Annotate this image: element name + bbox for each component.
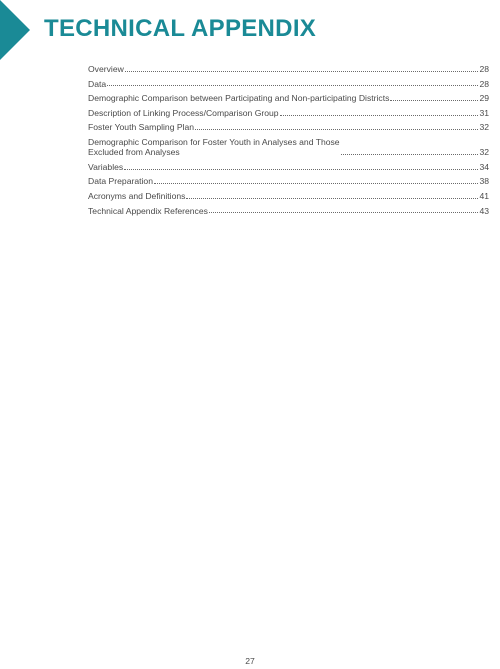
- toc-entry-data: [88, 79, 489, 89]
- toc-leader-dots: [154, 183, 478, 184]
- toc-entry-page: 28: [479, 64, 489, 74]
- page-title: TECHNICAL APPENDIX: [44, 15, 317, 42]
- toc-entry-label: Description of Linking Process/Comparison Group: [88, 107, 279, 118]
- table-of-contents: [88, 64, 489, 220]
- toc-entry-label: Foster Youth Sampling Plan: [88, 122, 195, 133]
- toc-entry-label: Data Preparation: [88, 176, 153, 187]
- toc-entry-page: 29: [479, 93, 489, 104]
- toc-entry-page: 28: [479, 78, 489, 89]
- toc-entry-label: Demographic Comparison between Participating and Non-participating Districts: [88, 93, 390, 104]
- toc-entry-label: Data: [88, 78, 107, 89]
- toc-leader-dots: [107, 85, 478, 86]
- toc-leader-dots: [124, 169, 478, 170]
- toc-entry-demographic-comparison-foster-youth: [88, 137, 489, 157]
- toc-entry-page: 34: [479, 161, 489, 172]
- toc-entry-overview: [88, 64, 489, 74]
- toc-entry-linking-process: [88, 108, 489, 118]
- toc-entry-data-preparation: [88, 176, 489, 186]
- toc-leader-dots: [209, 212, 479, 213]
- toc-entry-references: [88, 206, 489, 216]
- toc-entry-page: 32: [479, 122, 489, 133]
- chevron-marker-icon: [0, 0, 30, 60]
- toc-entry-acronyms: [88, 191, 489, 201]
- toc-leader-dots: [125, 71, 479, 72]
- toc-entry-variables: [88, 162, 489, 172]
- toc-entry-page: 38: [479, 176, 489, 187]
- toc-entry-label: Variables: [88, 161, 124, 172]
- toc-leader-dots: [280, 115, 479, 116]
- toc-leader-dots: [341, 154, 479, 155]
- toc-entry-page: 32: [479, 147, 489, 158]
- page-number: 27: [245, 656, 255, 666]
- toc-entry-sampling-plan: [88, 122, 489, 132]
- toc-leader-dots: [390, 100, 478, 101]
- toc-entry-page: 41: [479, 190, 489, 201]
- toc-entry-label: Acronyms and Definitions: [88, 190, 186, 201]
- toc-entry-page: 43: [479, 205, 489, 216]
- toc-leader-dots: [186, 198, 478, 199]
- toc-entry-label: Demographic Comparison for Foster Youth in Analyses and Those Excluded from Analyses: [88, 136, 340, 158]
- toc-entry-label: Overview: [88, 64, 124, 74]
- toc-entry-page: 31: [479, 107, 489, 118]
- toc-entry-demographic-comparison-districts: [88, 93, 489, 103]
- toc-leader-dots: [195, 129, 478, 130]
- toc-entry-label: Technical Appendix References: [88, 205, 208, 216]
